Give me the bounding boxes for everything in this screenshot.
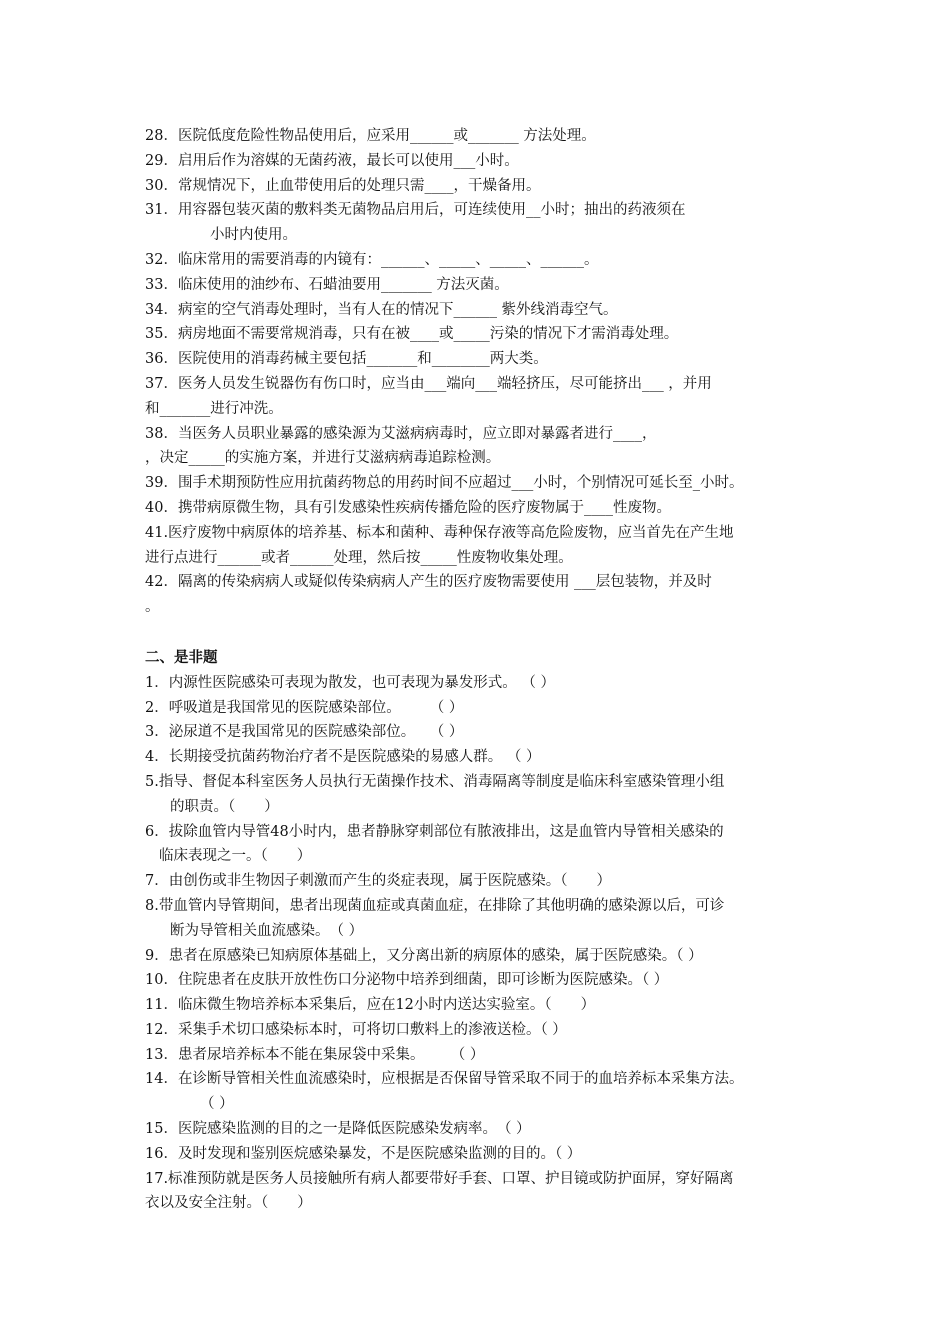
tf-question-11: 11．临床微生物培养标本采集后，应在12小时内送达实验室。（ ） [145, 997, 596, 1014]
question-33: 33．临床使用的油纱布、石蜡油要用_______ 方法灭菌。 [145, 276, 509, 293]
tf-question-12: 12．采集手术切口感染标本时，可将切口敷料上的渗液送检。（ ） [145, 1021, 567, 1038]
tf-question-5: 5.指导、督促本科室医务人员执行无菌操作技术、消毒隔离等制度是临床科室感染管理小组 [145, 773, 725, 790]
question-37: 37．医务人员发生锐器伤有伤口时，应当由___端向___端轻挤压，尽可能挤出___ ，并用 [145, 375, 712, 392]
question-39: 39．围手术期预防性应用抗菌药物总的用药时间不应超过___小时，个别情况可延长至_小时。 [145, 475, 744, 492]
tf-question-13: 13．患者尿培养标本不能在集尿袋中采集。 （ ） [145, 1046, 485, 1063]
tf-question-8: 8.带血管内导管期间，患者出现菌血症或真菌血症，在排除了其他明确的感染源以后，可诊 [145, 897, 725, 914]
question-38: 38．当医务人员职业暴露的感染源为艾滋病病毒时，应立即对暴露者进行____， [145, 425, 657, 442]
question-31: 31．用容器包装灭菌的敷料类无菌物品启用后，可连续使用__小时；抽出的药液须在 [145, 202, 686, 219]
question-37-cont: 和_______进行冲洗。 [145, 400, 283, 417]
question-40: 40．携带病原微生物，具有引发感染性疾病传播危险的医疗废物属于____性废物。 [145, 499, 671, 516]
tf-question-8-cont: 断为导管相关血流感染。 （ ） [170, 922, 364, 939]
tf-question-10: 10．住院患者在皮肤开放性伤口分泌物中培养到细菌，即可诊断为医院感染。（ ） [145, 972, 669, 989]
question-32: 32．临床常用的需要消毒的内镜有：______、_____、_____、______。 [145, 251, 599, 268]
document-content [145, 124, 825, 1216]
question-41-cont: 进行点进行______或者______处理，然后按_____性废物收集处理。 [145, 549, 573, 566]
tf-question-17: 17.标准预防就是医务人员接触所有病人都要带好手套、口罩、护目镜或防护面屏，穿好隔离 [145, 1170, 734, 1187]
fill-blank-section [145, 124, 825, 620]
tf-question-14-cont: （ ） [200, 1096, 234, 1113]
question-38-cont: ，决定_____的实施方案，并进行艾滋病病毒追踪检测。 [145, 450, 501, 467]
true-false-section [145, 646, 825, 1216]
tf-question-1: 1．内源性医院感染可表现为散发，也可表现为暴发形式。 （ ） [145, 674, 555, 691]
tf-question-6-cont: 临床表现之一。（ ） [159, 848, 312, 865]
tf-question-14: 14．在诊断导管相关性血流感染时，应根据是否保留导管采取不同于的血培养标本采集方法。 [145, 1071, 744, 1088]
section-gap [145, 620, 825, 646]
tf-question-2: 2．呼吸道是我国常见的医院感染部位。 （ ） [145, 699, 464, 716]
tf-question-3: 3．泌尿道不是我国常见的医院感染部位。 （ ） [145, 724, 464, 741]
tf-question-9: 9．患者在原感染已知病原体基础上，又分离出新的病原体的感染，属于医院感染。（ ） [145, 947, 703, 964]
question-28: 28．医院低度危险性物品使用后，应采用______或_______ 方法处理。 [145, 128, 596, 144]
question-36: 36．医院使用的消毒药械主要包括_______和________两大类。 [145, 351, 548, 368]
question-42: 42．隔离的传染病病人或疑似传染病病人产生的医疗废物需要使用 ___层包装物，并及时 [145, 574, 712, 591]
question-34: 34．病室的空气消毒处理时，当有人在的情况下______ 紫外线消毒空气。 [145, 301, 618, 318]
question-41: 41.医疗废物中病原体的培养基、标本和菌种、毒种保存液等高危险废物，应当首先在产生地 [145, 524, 734, 541]
tf-question-16: 16．及时发现和鉴别医烷感染暴发，不是医院感染监测的目的。（ ） [145, 1145, 582, 1162]
question-29: 29．启用后作为溶媒的无菌药液，最长可以使用___小时。 [145, 152, 519, 169]
section-heading: 二、是非题 [145, 648, 218, 666]
tf-question-15: 15．医院感染监测的目的之一是降低医院感染发病率。 （ ） [145, 1121, 531, 1138]
question-42-cont: 。 [145, 599, 160, 616]
question-31-cont: 小时内使用。 [210, 227, 297, 244]
tf-question-7: 7．由创伤或非生物因子刺激而产生的炎症表现，属于医院感染。（ ） [145, 873, 611, 890]
tf-question-17-cont: 衣以及安全注射。（ ） [145, 1195, 312, 1212]
tf-question-4: 4．长期接受抗菌药物治疗者不是医院感染的易感人群。 （ ） [145, 749, 541, 766]
tf-question-5-cont: 的职责。（ ） [170, 798, 279, 815]
tf-question-6: 6．拔除血管内导管48小时内，患者静脉穿刺部位有脓液排出，这是血管内导管相关感染的 [145, 823, 724, 840]
question-35: 35．病房地面不需要常规消毒，只有在被____或_____污染的情况下才需消毒处理。 [145, 326, 679, 343]
question-30: 30．常规情况下，止血带使用后的处理只需____，干燥备用。 [145, 177, 541, 194]
